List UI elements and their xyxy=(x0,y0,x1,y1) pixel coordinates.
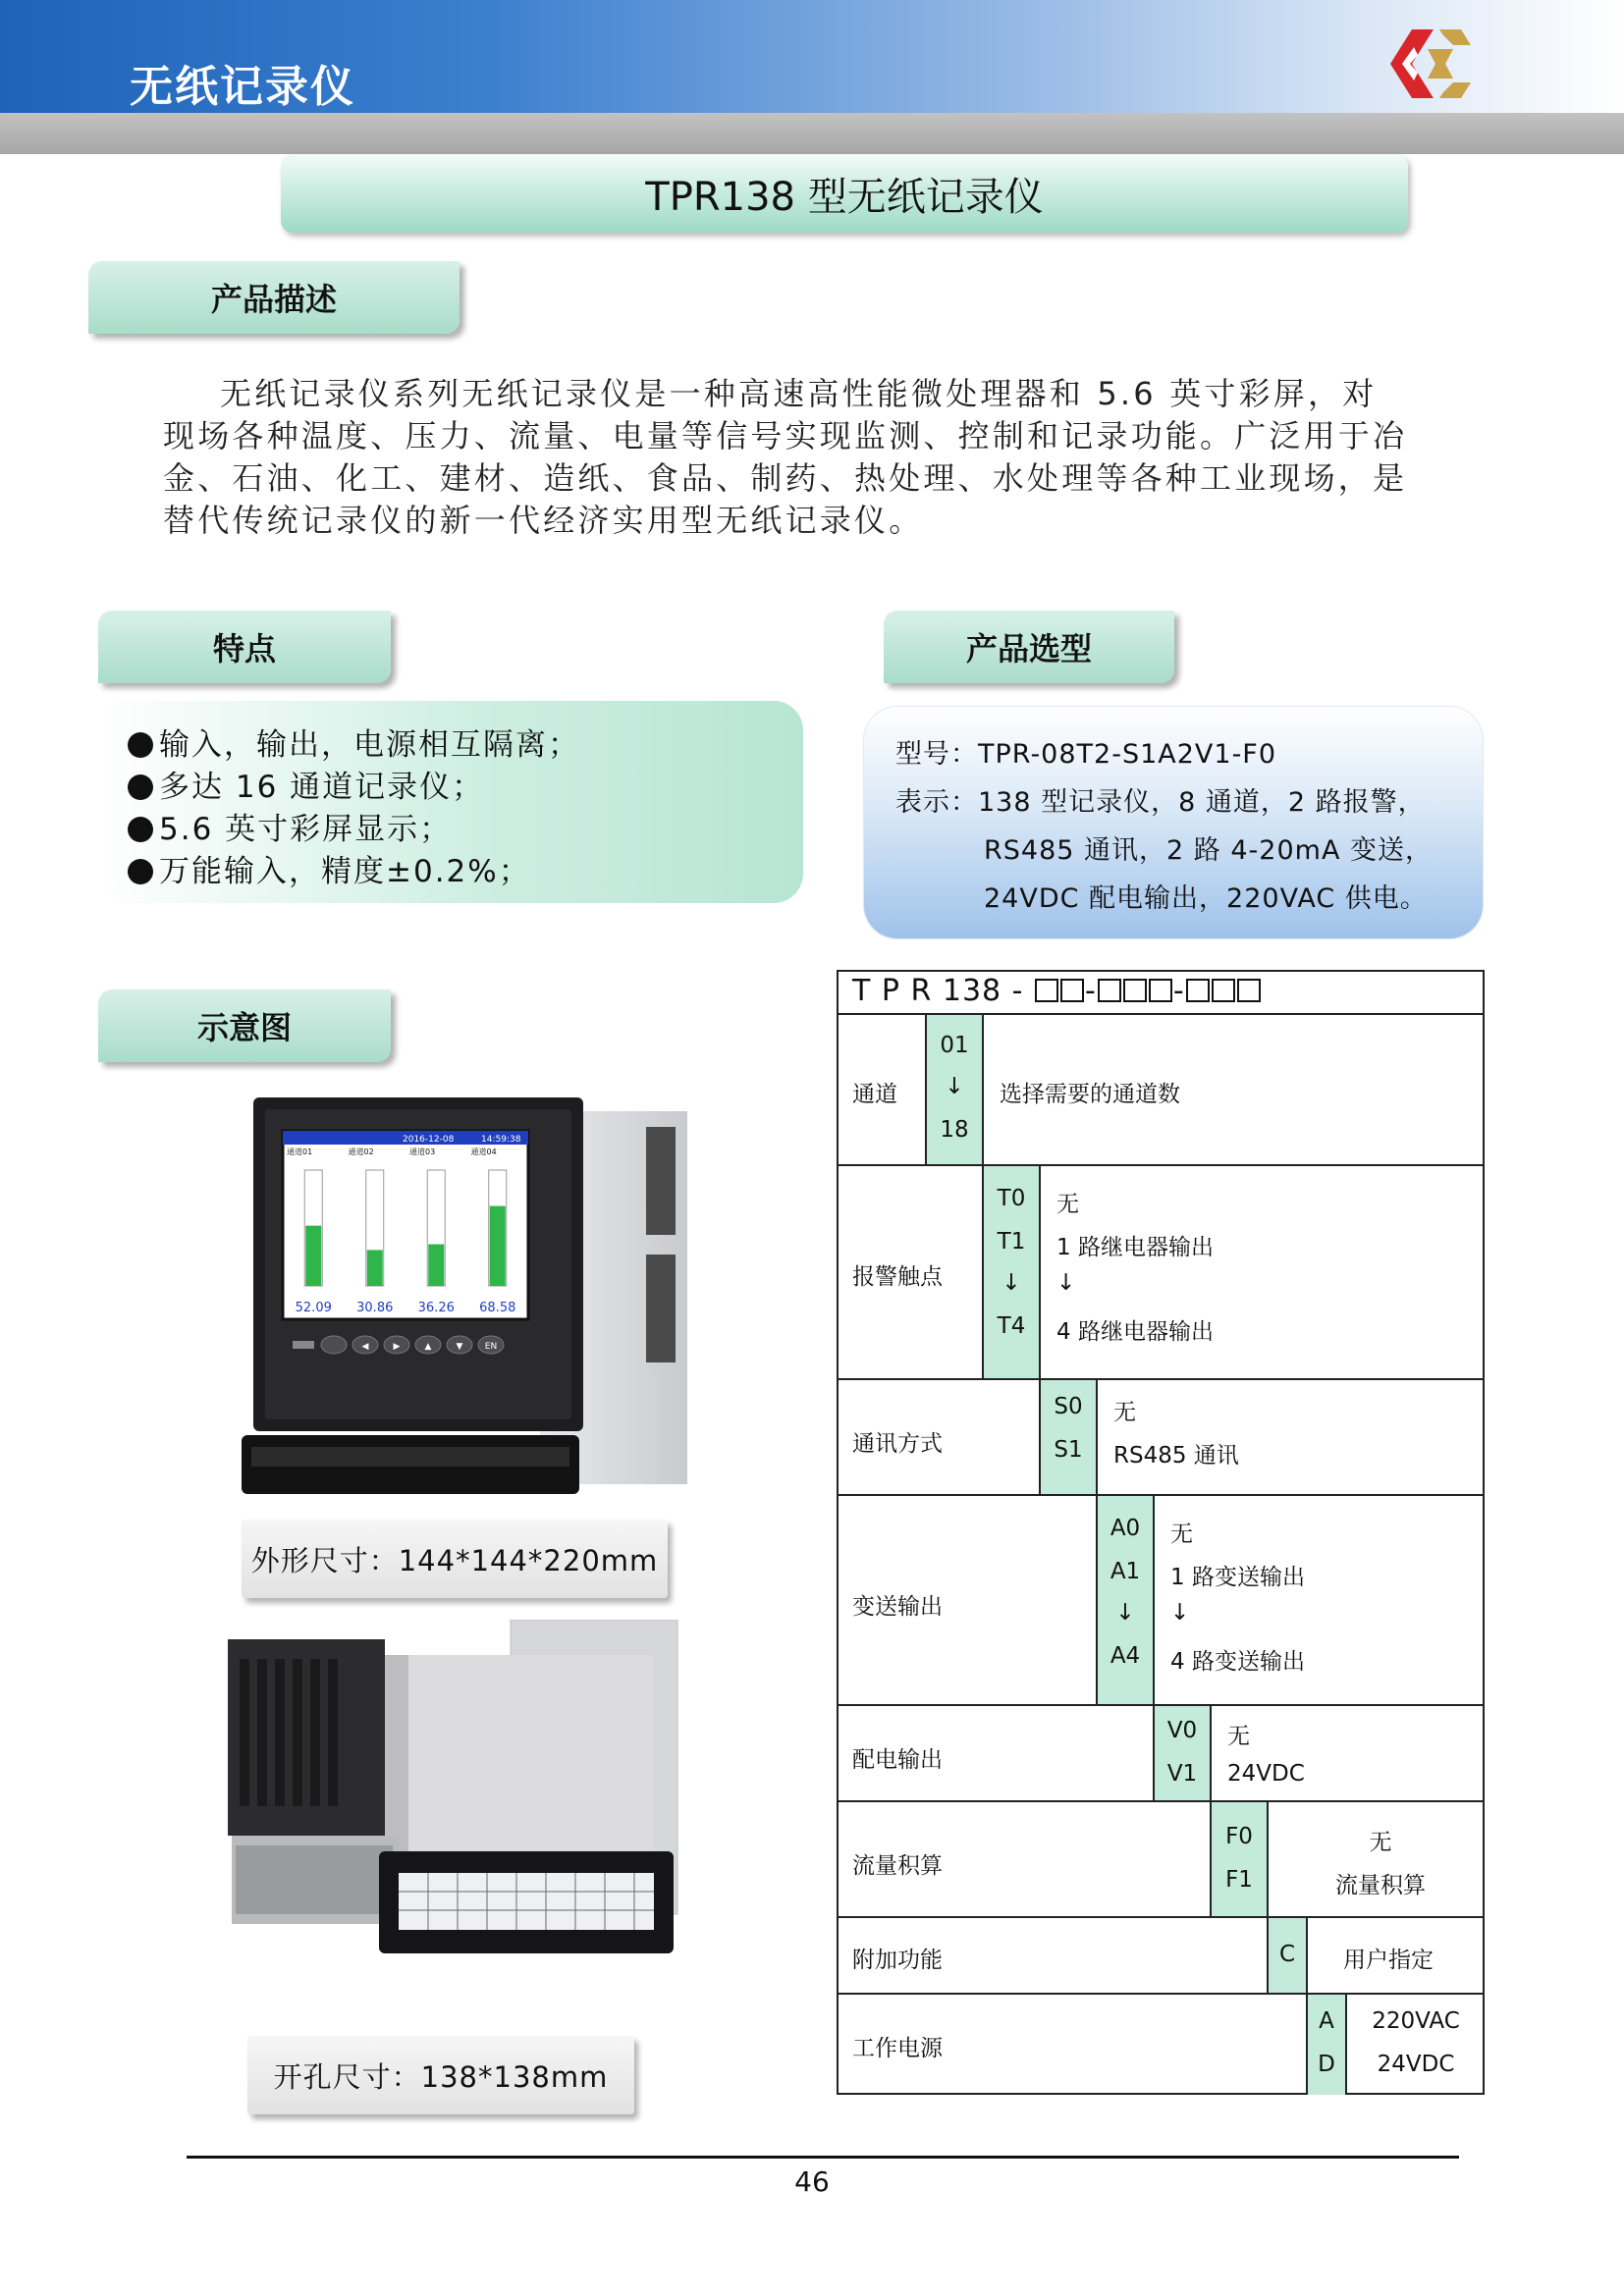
device-channel-value: 36.26 xyxy=(417,1301,455,1315)
table-row-label-flow: 流量积算 xyxy=(852,1853,943,1879)
table-row-label-transmit: 变送输出 xyxy=(852,1594,943,1620)
code-slot-group xyxy=(1185,974,1262,1008)
section-heading-diagram: 示意图 xyxy=(98,989,391,1062)
table-row-label-alarm: 报警触点 xyxy=(852,1264,943,1290)
bullet-icon xyxy=(128,732,153,758)
device-channel-name: 通道04 xyxy=(470,1148,497,1156)
table-row-label-extra: 附加功能 xyxy=(852,1948,943,1973)
table-desc: 无 xyxy=(1170,1522,1193,1547)
device-key-label: ▼ xyxy=(456,1342,463,1352)
recorder-front-image xyxy=(206,1088,697,1512)
model-selection-table xyxy=(837,970,1485,2095)
table-desc: 4 路变送输出 xyxy=(1170,1649,1305,1675)
features-box xyxy=(96,701,803,903)
table-code: S0 xyxy=(1054,1394,1083,1419)
table-code: A4 xyxy=(1110,1643,1141,1669)
device-key-label: ▲ xyxy=(424,1342,432,1352)
device-key-label: EN xyxy=(484,1342,498,1352)
device-channel-fill xyxy=(305,1226,321,1286)
feature-item: 多达 16 通道记录仪； xyxy=(128,767,803,809)
table-row-label-supply: 工作电源 xyxy=(852,2036,943,2061)
code-slot-group xyxy=(1034,974,1085,1008)
table-code: V1 xyxy=(1166,1761,1198,1787)
document-title: TPR138 型无纸记录仪 xyxy=(281,154,1408,233)
table-desc: 无 xyxy=(1227,1724,1250,1749)
table-code: V0 xyxy=(1166,1718,1198,1743)
description-line: 替代传统记录仪的新一代经济实用型无纸记录仪。 xyxy=(163,502,924,539)
table-desc-arrow: ↓ xyxy=(1170,1600,1190,1626)
device-channel-fill xyxy=(490,1206,506,1286)
description-paragraph xyxy=(163,373,1469,542)
page-number: 46 xyxy=(794,2165,830,2198)
device-channel-value: 30.86 xyxy=(356,1301,394,1315)
section-heading-selection: 产品选型 xyxy=(884,611,1174,683)
recorder-rear-image xyxy=(222,1620,699,1973)
model-code-prefix: T P R 138 - xyxy=(852,974,1024,1008)
table-desc: RS485 通讯 xyxy=(1113,1443,1239,1468)
footer-rule xyxy=(187,2156,1459,2159)
feature-item: 输入，输出，电源相互隔离； xyxy=(128,724,803,767)
table-code: A1 xyxy=(1110,1559,1141,1584)
table-code-arrow: ↓ xyxy=(945,1074,964,1099)
table-code: C xyxy=(1278,1942,1296,1967)
device-channel-fill xyxy=(367,1250,383,1286)
description-line: 金、石油、化工、建材、造纸、食品、制药、热处理、水处理等各种工业现场，是 xyxy=(163,459,1408,497)
table-code-arrow: ↓ xyxy=(1001,1270,1021,1296)
table-row-label-power-out: 配电输出 xyxy=(852,1747,943,1773)
table-code: T0 xyxy=(997,1186,1026,1211)
table-row-label-comm: 通讯方式 xyxy=(852,1431,943,1457)
device-key-label: ▶ xyxy=(393,1342,401,1352)
device-time: 14:59:38 xyxy=(481,1135,521,1145)
bullet-icon xyxy=(128,817,153,842)
bullet-icon xyxy=(128,859,153,884)
table-desc: 4 路继电器输出 xyxy=(1056,1319,1214,1345)
device-channel-value: 52.09 xyxy=(295,1301,332,1315)
cutout-size-caption: 开孔尺寸：138*138mm xyxy=(247,2036,634,2114)
table-desc: 用户指定 xyxy=(1343,1948,1434,1973)
table-code: D xyxy=(1318,2052,1335,2077)
table-code: A0 xyxy=(1110,1516,1141,1541)
device-key-label: ◀ xyxy=(361,1342,369,1352)
description-line: 无纸记录仪系列无纸记录仪是一种高速高性能微处理器和 5.6 英寸彩屏，对 xyxy=(220,375,1378,412)
selection-example-box xyxy=(864,707,1483,938)
table-code: S1 xyxy=(1054,1437,1083,1463)
table-code: F0 xyxy=(1225,1824,1253,1849)
header-title: 无纸记录仪 xyxy=(130,62,355,112)
section-heading-description: 产品描述 xyxy=(88,261,460,334)
device-channel-value: 68.58 xyxy=(479,1301,516,1315)
code-column-flow xyxy=(1212,1802,1269,1918)
device-channel-name: 通道01 xyxy=(287,1148,313,1156)
feature-item: 5.6 英寸彩屏显示； xyxy=(128,809,803,851)
description-line: 现场各种温度、压力、流量、电量等信号实现监测、控制和记录功能。广泛用于冶 xyxy=(163,417,1408,454)
device-key xyxy=(321,1336,347,1354)
selection-meaning-line: 24VDC 配电输出，220VAC 供电。 xyxy=(984,883,1428,914)
table-desc: 选择需要的通道数 xyxy=(1000,1082,1180,1107)
table-code: T1 xyxy=(997,1229,1026,1255)
device-channel-fill xyxy=(428,1245,444,1286)
table-desc: 无 xyxy=(1056,1192,1079,1217)
selection-meaning-line: RS485 通讯，2 路 4-20mA 变送， xyxy=(984,835,1433,866)
device-channel-name: 通道02 xyxy=(348,1148,374,1156)
feature-item: 万能输入，精度±0.2%； xyxy=(128,851,803,893)
company-logo-icon xyxy=(1384,26,1475,102)
table-code: 18 xyxy=(940,1117,969,1143)
table-code: T4 xyxy=(997,1313,1026,1339)
table-desc: 流量积算 xyxy=(1335,1873,1426,1898)
table-desc: 1 路变送输出 xyxy=(1170,1565,1305,1590)
table-desc: 无 xyxy=(1113,1400,1136,1425)
table-desc: 220VAC xyxy=(1372,2008,1460,2034)
table-desc-arrow: ↓ xyxy=(1056,1270,1076,1296)
selection-model-line: 型号：TPR-08T2-S1A2V1-F0 xyxy=(895,739,1277,770)
outline-size-caption: 外形尺寸：144*144*220mm xyxy=(242,1520,668,1598)
selection-meaning-line: 表示：138 型记录仪，8 通道，2 路报警， xyxy=(895,787,1426,818)
bullet-icon xyxy=(128,774,153,800)
table-desc: 24VDC xyxy=(1377,2052,1455,2077)
table-row-label-channel: 通道 xyxy=(852,1082,897,1107)
device-channel-name: 通道03 xyxy=(409,1148,436,1156)
header-divider-strip xyxy=(0,113,1624,154)
table-code: F1 xyxy=(1225,1867,1253,1893)
table-code: A xyxy=(1319,2008,1334,2034)
model-code-header: T P R 138 - - - xyxy=(852,974,1262,1008)
table-code-arrow: ↓ xyxy=(1115,1600,1135,1626)
code-slot-group xyxy=(1097,974,1173,1008)
table-code: 01 xyxy=(940,1033,969,1058)
section-heading-features: 特点 xyxy=(98,611,391,683)
table-desc: 1 路继电器输出 xyxy=(1056,1235,1214,1260)
device-date: 2016-12-08 xyxy=(403,1135,455,1145)
table-desc: 无 xyxy=(1369,1830,1392,1855)
table-desc: 24VDC xyxy=(1227,1761,1305,1787)
